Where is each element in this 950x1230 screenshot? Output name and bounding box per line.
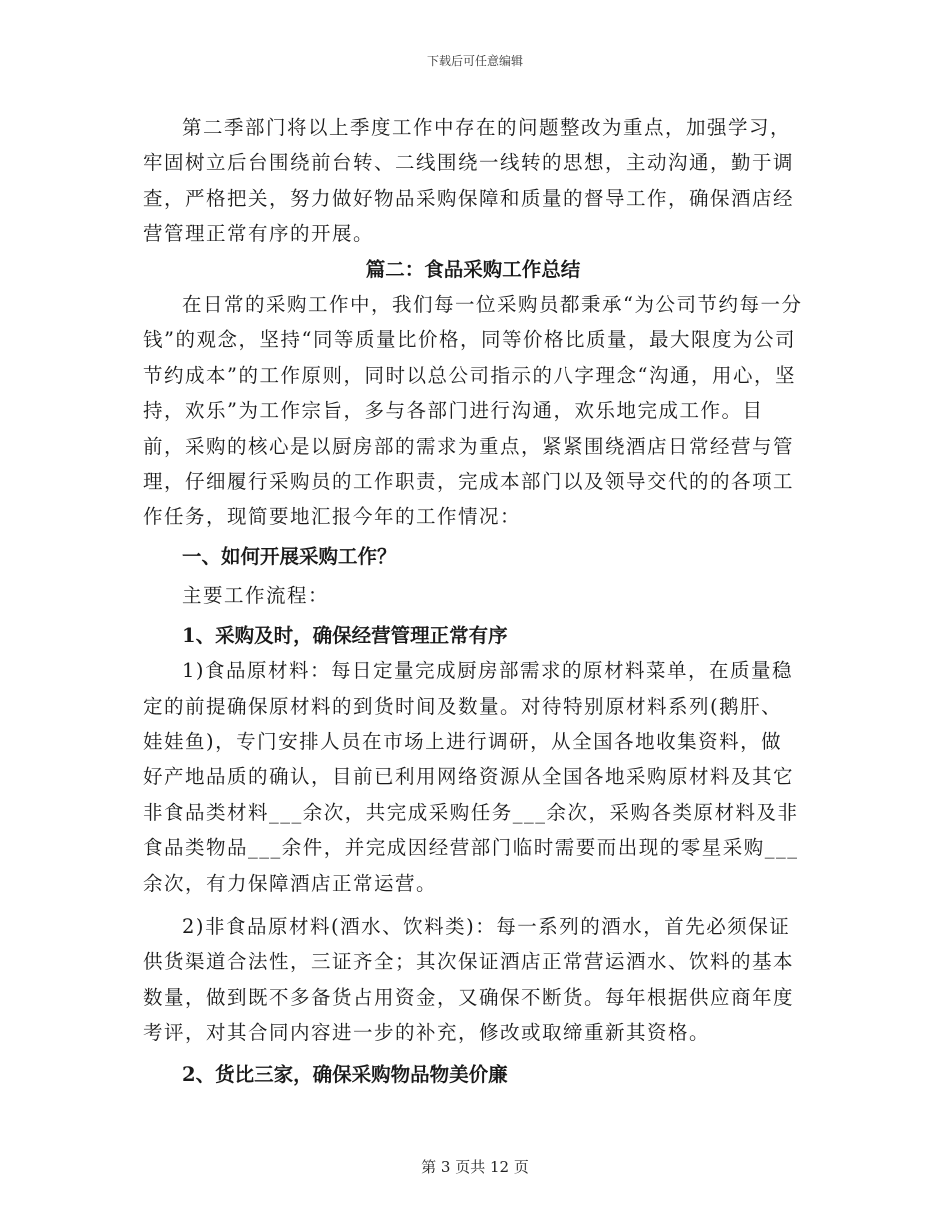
section-title: 篇二：食品采购工作总结 [365,257,581,281]
heading-level2-timely: 1、采购及时，确保经营管理正常有序 [182,623,508,647]
document-body [143,110,803,1092]
page-header: 下载后可任意编辑 [426,54,523,68]
paragraph-overview: 在日常的采购工作中，我们每一位采购员都秉承“为公司节约每一分钱”的观念，坚持“同等质量比价格，同等价格比质量，最大限度为公司节约成本”的工作原则，同时以总公司指示的八字理念“沟通，用心，坚持，欢乐”为工作宗旨，多与各部门进行沟通，欢乐地完成工作。目前，采购的核心是以厨房部的需求为重点，紧紧围绕酒店日常经营与管理，仔细履行采购员的工作职责，完成本部门以及领导交代的的各项工作任务，现简要地汇报今年的工作情况： [143,293,803,529]
heading-level1: 一、如何开展采购工作？ [182,544,397,568]
paragraph-non-food-materials: 2)非食品原材料(酒水、饮料类)：每一系列的酒水，首先必须保证供货渠道合法性，三证齐全；其次保证酒店正常营运酒水、饮料的基本数量，做到既不多备货占用资金，又确保不断货。每年根据供应商年度考评，对其合同内容进一步的补充，修改或取缔重新其资格。 [143,914,795,1045]
paragraph-workflow: 主要工作流程： [182,584,330,608]
page-footer: 第 3 页共 12 页 [421,1158,529,1176]
paragraph-food-materials: 1)食品原材料：每日定量完成厨房部需求的原材料菜单，在质量稳定的前提确保原材料的到货时间及数量。对待特别原材料系列(鹅肝、娃娃鱼)，专门安排人员在市场上进行调研，从全国各地收集资料，做好产地品质的确认，目前已利用网络资源从全国各地采购原材料及其它非食品类材料___余次，共完成采购任务___余次，采购各类原材料及非食品类物品___余件，并完成因经营部门临时需要而出现的零星采购___余次，有力保障酒店正常运营。 [143,659,799,895]
heading-level2-compare: 2、货比三家，确保采购物品物美价廉 [182,1062,508,1086]
paragraph-intro: 第二季部门将以上季度工作中存在的问题整改为重点，加强学习，牢固树立后台围绕前台转、二线围绕一线转的思想，主动沟通，勤于调查，严格把关，努力做好物品采购保障和质量的督导工作，确保酒店经营管理正常有序的开展。 [143,116,795,246]
